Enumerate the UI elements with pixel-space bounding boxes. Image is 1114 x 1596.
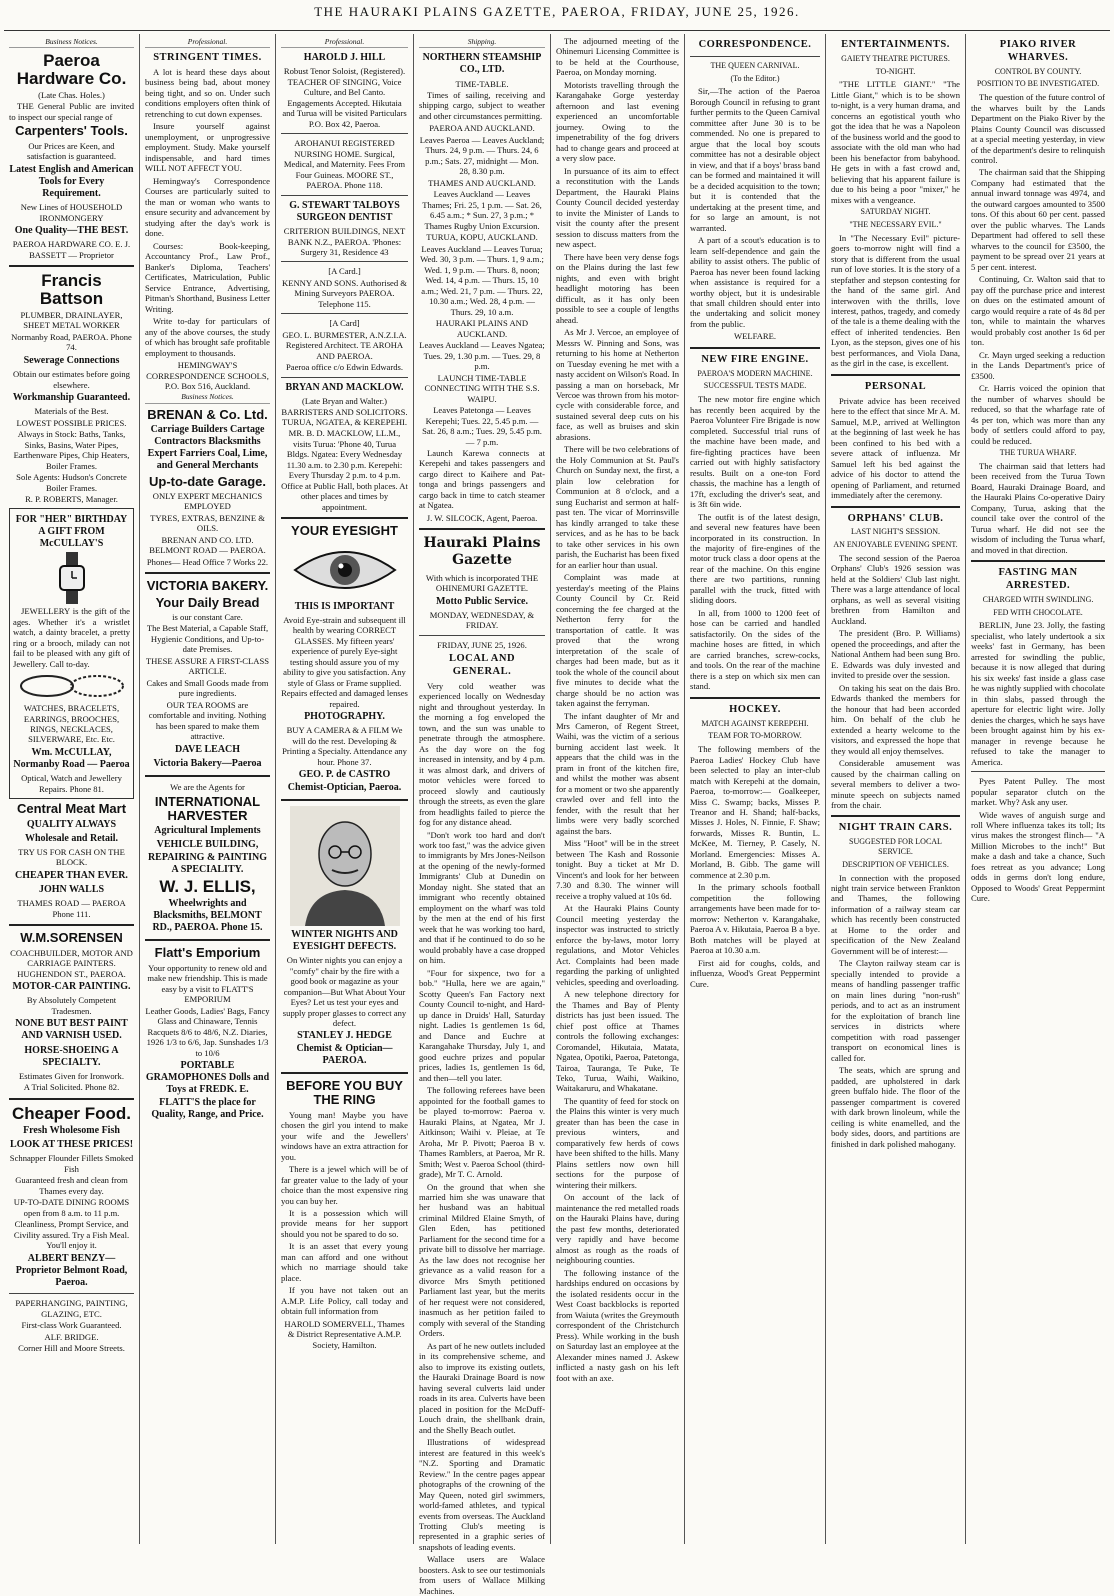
article-subheading: THE TURUA WHARF. [999, 448, 1077, 458]
article-paragraph: The question of the future control of the wharves built by the Lands Department on the Piako River by the Plains County Council was discussed at a special meeting yesterday, in view of the department's desire to relinquish control. [971, 92, 1105, 165]
article-paragraph: Motorists travelling through the Karangahake Gorge yesterday afternoon and last evening experienced an uncomfortable journey. Owing to the impenetrability of the fog drivers had to change gears and proceed at a very slow pace. [556, 79, 679, 164]
article-subheading: "THE NECESSARY EVIL." [849, 219, 942, 229]
columns [4, 34, 1110, 1596]
ad-text: JEWELLERY is the gift of the ages. Whether it's a wristlet watch, a dainty bracelet, a pretty ring or a brooch, milady can not fail to be pleased with any gift of Jewellery. Call to-day. [13, 606, 130, 669]
ad-text: UP-TO-DATE DINING ROOMS open from 8 a.m. to 11 p.m. [13, 1197, 130, 1218]
article-paragraph: On the ground that when she married him she was unaware that her husband was an habitual criminal Mildred Elaine Smyth, of Glen Eden, has petitioned Parliament for the second time for a private bill to dissolve her marriage. As the law does not recognise her grievance as a valid reason for a divorce Mrs Smyth petitioned Parliament last year, but the merits of her request were not considered, inasmuch as her petition failed to comply with several of the Standing Orders. [419, 1181, 545, 1339]
section-label: Professional. [145, 37, 270, 48]
paper-days: MONDAY, WEDNESDAY, & FRIDAY. [429, 609, 535, 631]
article-paragraph: "Four for sixpence, two for a bob." "Hulla, here we are again," Scotty Queen's Fan Factory next County Council to-night, and Hard-up dance in Druids' Hall, Saturday night. Ladies 1s gentlemen 1s 6d, and Dance and Euchre at Karangahake Thursday, July 1, and good euchre prizes and popular prices, ladies 1s, gentlemen 1s 6d, and then—tell you later. [419, 967, 545, 1083]
article-heading: HOCKEY. [729, 703, 781, 715]
shipping-agent: J. W. SILCOCK, Agent, Paeroa. [426, 512, 538, 523]
divider [145, 775, 270, 777]
ad-title: W.M.SORENSEN [20, 930, 123, 946]
ad-text: Cakes and Small Goods made from pure ingredients. [146, 677, 269, 699]
ad-title: BRYAN AND MACKLOW. [285, 381, 404, 393]
article-paragraph: On taking his seat on the dais Bro. Edwards thanked the members for the honour that had been accorded him. On behalf of the club he extended a hearty welcome to the visitors, and expressed the hope that they would all enjoy themselves. [831, 682, 960, 756]
ad-signature: HAROLD SOMERVELL, Thames & District Representative A.M.P. Society, Hamilton. [284, 1318, 405, 1350]
article-paragraph: Wide waves of anguish surge and roll Where influenza takes its toll; Its virus makes the strongest flinch— "A Million Microbes to the inch!" But make a dash and take a chance, Such foes retreat as you advance; Long odds in germs don't long endure, Opposed to Woods' Great Peppermint Cure. [971, 809, 1105, 904]
divider [9, 1098, 134, 1100]
ad-title: Cheaper Food. [11, 1103, 131, 1123]
ad-title: BRENAN & Co. Ltd. [147, 406, 268, 422]
ad-title: Carpenters' Tools. [15, 123, 128, 139]
article-paragraph: As Mr J. Vercoe, an employee of Messrs W. Pinning and Sons, was returning to his home at Netherton on Tuesday evening he met with a nasty accident on Wilson's Road. In passing a man on horseback, Mr Vercoe was thrown from his motor-cycle with considerable force, and sustained several deep cuts on his face, as well as bruises and skin abrasions. [556, 327, 679, 442]
article-heading: NEW FIRE ENGINE. [701, 353, 809, 365]
ad-text: Agricultural Implements [154, 825, 261, 837]
ad-text: COACHBUILDER, MOTOR AND CARRIAGE PAINTERS. HUGHENDON ST., PAEROA. [10, 947, 133, 979]
ad-text: Robust Tenor Soloist, (Registered). TEACHER OF SINGING, Voice Culture, and Bel Canto. Engagements Accepted. Hikutaia and Turua will be visited Particulars P.O. Box 42, Paeroa. [282, 66, 407, 129]
article-subheading: TEAM FOR TO-MORROW. [708, 731, 802, 741]
ad-text: Our Prices are Keen, and satisfaction is guaranteed. [26, 140, 116, 162]
ad-signature: STANLEY J. HEDGE Chemist & Optician—PAEROA. [296, 1030, 393, 1066]
route-heading: PAEROA AND AUCKLAND. [429, 123, 535, 134]
ad-text: (Late Bryan and Walter.) BARRISTERS AND SOLICITORS. TURUA, NGATEA, & KEREPEHI. [281, 396, 408, 427]
ad-text: THESE ASSURE A FIRST-CLASS ARTICLE. [145, 655, 270, 677]
ad-text: Sole Agents: Hudson's Concrete Boiler Frames. [16, 472, 127, 493]
ad-text: Fresh Wholesome Fish [23, 1124, 120, 1136]
ad-signature: Wm. McCULLAY, Normanby Road — Paeroa [13, 746, 130, 771]
ad-text: On Winter nights you can enjoy a "comfy" chair by the fire with a good book or magazine as your companion—But What About Your Eyes? Let us test your eyes and supply proper glasses to correct any defect. [282, 955, 407, 1028]
article-paragraph: The following members of the Paeroa Ladies' Hockey Club have been selected to play an inter-club match with Kerepehi at the domain, Paeroa, to-morrow:— Goalkeeper, Miss C. Swamp; backs, Misses P. Treanor and H. Shand; half-backs, Misses J. Holes, N. Finnie, F. Shaw; forwards, Misses R. Buntin, L. McKee, M. Tierney, P. Casely, N. Morland. Emergencies: Misses A. Morland, B. Gibb. The game will commence at 2.30 p.m. [690, 744, 820, 880]
article-paragraph: In pursuance of its aim to effect a reconstitution with the Lands Department, the Hauraki Plains County Council decided yesterday to invite the Minister of Lands to visit the county after the present session to discuss matters from the new aspect. [556, 165, 679, 250]
route-heading: HAURAKI PLAINS AND AUCKLAND. [435, 318, 529, 339]
article-subheading: GAIETY THEATRE PICTURES. [841, 53, 950, 63]
route-heading: LAUNCH TIME-TABLE CONNECTING WITH THE S.S. WAIPU. [424, 372, 540, 404]
ad-title: Your Daily Bread [155, 594, 260, 610]
ad-text: Workmanship Guaranteed. [12, 392, 131, 404]
ad-text: THAMES ROAD — PAEROA Phone 111. [17, 898, 126, 919]
ad-text: HORSE-SHOEING A SPECIALTY. [24, 1044, 119, 1068]
divider [831, 506, 960, 508]
ad-signature: HEMINGWAY'S CORRESPONDENCE SCHOOLS, P.O. Box 516, Auckland. [146, 360, 269, 391]
article-paragraph: The following instance of the hardships endured on occasions by the isolated residents occur in the West Coast backblocks is reported from Waiuta (writes the Greymouth correspondent of the Christchurch Press). While working in the bush on Saturday last an employee at the Alexander mines named J. Askew inflicted a nasty gash on his left foot with an axe. [556, 1267, 679, 1383]
route-heading: THAMES AND AUCKLAND. [428, 177, 536, 188]
shipping-text: Times of sailing, receiving and shipping cargo, subject to weather and other circumstances permitting. [419, 90, 545, 121]
ad-text: Young man! Maybe you have chosen the girl you intend to make your wife and the Jewellers' windows have an extra attraction for you. [281, 1109, 408, 1162]
ad-title: Central Meat Mart [16, 801, 127, 817]
column-8 [966, 34, 1110, 1544]
section-label: Professional. [281, 37, 408, 48]
article-paragraph: The chairman said that letters had been received from the Turua Town Board, Hauraki Drainage Board, and the Hauraki Plains Co-operative Dairy Company, Turua, asking that the council take over the control of the Turua wharf. He did not see the wisdom of including the Turua wharf, and moved in that direction. [971, 460, 1105, 555]
ad-title: HAROLD J. HILL [303, 52, 386, 64]
column-7 [826, 34, 966, 1544]
article-paragraph: BERLIN, June 23. Jolly, the fasting specialist, who lately undertook a six weeks' fast in Germany, has been arrested for swindling the public, because it is now alleged that during his six weeks' fast inside a glass case he was nightly supplied with chocolate in thin slabs, passed through the aperture for electric light wire. Jolly denies the charges, which he says have been brought against him by his ex-manager in revenge because he refused to take the manager to America. [971, 620, 1105, 767]
ad-text: Paeroa office c/o Edwin Edwards. [285, 362, 403, 373]
ad-text: We are the Agents for [170, 782, 245, 793]
ad-text: TRY US FOR CASH ON THE BLOCK. [18, 846, 125, 868]
article-paragraph: The following referees have been appointed for the football games to be played to-morrow: Paeroa v. Hauraki Plains, at Ngatea, Mr J. Aitkinson; Waihi v. Pleiae, at Te Aroha, Mr P. Pivott; Paeroa B v. Thames Ramblers, at Paeroa, Mr R. Smith; West v. Paeroa School (third-grade), Mr T. C. Arnold. [419, 1085, 545, 1180]
article-paragraph: At the Hauraki Plains County Council meeting yesterday the inspector was instructed to strictly enforce the by-laws, motor lorry regulations, and Motor Vehicles Act. Complaints had been made regarding the parking of unlighted vehicles, speeding and overloading. [556, 903, 679, 987]
ad-title: VICTORIA BAKERY. [146, 578, 269, 594]
article-paragraph: "Don't work too hard and don't work too fast," was the advice given to immigrants by Mrs Jones-Neilson at the opening of the newly-formed Immigrants' Club at Dunedin on Monday night. She stated that an immigrant who recently obtained employment on the wharf was told by the men at the end of his first week that he was working too hard, and that if he continued to do so he would probably have a case dropped on him. [419, 829, 545, 966]
article-paragraph: Sir,—The action of the Paeroa Borough Council in refusing to grant further permits to the Queen Carnival committee after June 30 is to be commended. No one is prepared to argue that the local boy scouts committee has not a desirable object in view, and that if a boys' brass band can be formed and maintained it will be a decided acquisition to the town; but it is contended that the undertaking at the present time, and for so large an amount, is not warranted. [690, 86, 820, 233]
ad-title: WINTER NIGHTS AND EYESIGHT DEFECTS. [291, 928, 398, 952]
ad-text: Latest English and American Tools for Every Requirement. [9, 163, 134, 199]
ad-text: [A Card] [329, 318, 360, 329]
article-heading: FASTING MAN ARRESTED. [998, 567, 1078, 591]
divider [281, 1072, 408, 1074]
ad-signature: DAVE LEACH [174, 743, 241, 755]
ad-text: Cleanliness, Prompt Service, and Civility assured. Try a Fish Meal. You'll enjoy it. [13, 1219, 130, 1251]
article-paragraph: Wallace users are Walace boosters. Ask to see our testimonials from users of Wallace Milking Machines. [419, 1554, 545, 1596]
ad-text: LOOK AT THESE PRICES! [9, 1138, 134, 1150]
article-subheading: LAST NIGHT'S SESSION. [850, 527, 941, 537]
divider [281, 261, 408, 262]
article-subheading: DESCRIPTION OF VEHICLES. [842, 859, 949, 869]
ad-text: Carriage Builders Cartage Contractors Blacksmiths Expert Farriers Coal, Lime, and General Merchants [147, 423, 268, 472]
divider [281, 195, 408, 196]
divider [9, 265, 134, 267]
ad-text: is our constant Care. [172, 611, 243, 622]
ad-text: Normanby Road, PAEROA. Phone 74. [11, 331, 132, 353]
divider [419, 635, 545, 636]
ad-text: WATCHES, BRACELETS, EARRINGS, BROOCHES, RINGS, NECKLACES, SILVERWARE, Etc. Etc. [23, 703, 120, 745]
ad-text: It is a possession which will provide means for her support should you not be spared to do so. [281, 1207, 408, 1239]
article-paragraph: Insure yourself against unemployment, or unprogressive employment. Study. Make yourself indispensable, and hard times WILL NOT AFFECT YOU. [145, 121, 270, 174]
paper-nameplate: Hauraki Plains Gazette [423, 535, 541, 569]
ad-text: First-class Work Guaranteed. [21, 1320, 122, 1331]
article-paragraph: Cr. Harris voiced the opinion that the number of wharves should be reduced, so that the wharfage rate of 4s per ton, which was more than any body of settlers could afford to pay, could be reduced. [971, 383, 1105, 446]
divider [971, 560, 1105, 562]
ad-text: MR. B. D. MACKLOW, LL.M., visits Turua: 'Phone 40, Turua Bldgs. Ngatea: Every Wednesday 11.30 a.m. to 2.30 p.m. Kerepehi: Every Thursday 2 p.m. to 4 p.m. Office at Public Hall, both places. At other places and times by appointment. [281, 428, 408, 512]
article-paragraph: In all, from 1000 to 1200 feet of hose can be carried and handled satisfactorily. On the sides of the machine hoses are fitted, in which are carried branches, screw-cocks, and tools. On the rear of the machine there is a step on which six men can stand. [690, 607, 820, 692]
article-subheading: THE QUEEN CARNIVAL. [710, 60, 800, 70]
divider [419, 528, 545, 530]
article-paragraph: Cr. Mayn urged seeking a reduction in the Lands Department's price of £3500. [971, 349, 1105, 381]
paper-incorporated: With which is incorporated THE OHINEMURI GAZETTE. [425, 572, 539, 594]
ad-text: PAPERHANGING, PAINTING, GLAZING, ETC. [15, 1298, 128, 1319]
route-times: Leaves Auckland — Leaves Ngatea; Tues. 29, 1.30 p.m. — Tues. 29, 8 p.m. [419, 340, 545, 372]
ad-title: Flatt's Emporium [154, 945, 261, 961]
article-paragraph: A lot is heard these days about business being bad, about money being tight, and so on. Under such conditions employers often think of retrenching to cut down expenses. [145, 66, 270, 119]
article-paragraph: The outfit is of the latest design, and several new features have been incorporated in its construction. In the majority of fire-engines of the motor truck class a door opens at the rear of the machine. On this engine there are two partitions, running parallel with the truck, fitted with sliding doors. [690, 511, 820, 606]
article-subheading: SUGGESTED FOR LOCAL SERVICE. [849, 837, 942, 857]
divider [281, 313, 408, 314]
article-heading: NIGHT TRAIN CARS. [838, 822, 953, 834]
article-paragraph: The quantity of feed for stock on the Plains this winter is very much greater than has been the case in previous winters, and comparatively few herds of cows have been shifted to the hills. Many Plains settlers now own hill sections for the purpose of wintering their milkers. [556, 1095, 679, 1190]
article-subheading: POSITION TO BE INVESTIGATED. [976, 79, 1100, 89]
ad-title: PHOTOGRAPHY. [304, 711, 385, 723]
article-subheading: AN ENJOYABLE EVENING SPENT. [833, 540, 958, 550]
article-paragraph: On account of the lack of maintenance the red metalled roads on the Hauraki Plains have, during the past few months, deteriorated very rapidly and have become almost as rough as the roads of neighbouring counties. [556, 1192, 679, 1266]
article-paragraph: The infant daughter of Mr and Mrs Cameron, of Regent Street, Waihi, was the victim of a serious burning accident last week. It appears that the child was in the pram in front of the kitchen fire, and whilst the mother was absent for a moment or two she apparently crawled over and fell into the fender, with the result that her limbs were very badly scorched against the bars. [556, 710, 679, 836]
portrait-illustration [290, 806, 400, 926]
article-heading: ORPHANS' CLUB. [847, 512, 944, 524]
masthead: THE HAURAKI PLAINS GAZETTE, PAEROA, FRIDAY, JUNE 25, 1926. [314, 4, 800, 19]
ad-text: Your opportunity to renew old and make new friendship. This is made easy by a visit to FLATT'S EMPORIUM [147, 962, 268, 1005]
article-paragraph: Continuing, Cr. Walton said that to pay off the purchase price and interest on dues on the estimated amount of cargo would require a rate of 4s 8d per ton, while to maintain the wharves would probably cost another 1s 6d per ton. [971, 274, 1105, 348]
article-paragraph: The seats, which are sprung and padded, are upholstered in dark green buffalo hide. The floor of the passenger compartment is covered with dark brown linoleum, while the ceiling is white enamelled, and the body sides, doors, and partitions are finished in dark polished mahogany. [831, 1065, 960, 1149]
ad-signature: Victoria Bakery—Paeroa [153, 757, 262, 769]
ad-text: [A Card.] [328, 266, 361, 277]
article-heading: PERSONAL [864, 380, 927, 392]
article-heading: LOCAL AND GENERAL. [448, 653, 516, 677]
ad-text: KENNY AND SONS. Authorised & Mining Surveyors PAEROA. Telephone 115. [281, 277, 407, 309]
paper-date: FRIDAY, JUNE 25, 1926. [437, 639, 527, 650]
ad-title: Sewerage Connections [23, 354, 120, 366]
article-paragraph: Complaint was made at yesterday's meeting of the Plains County Council by Cr. Reid concerning the fee charged at the Netherton ferry for the transportation of cattle. It was proved that the wrong interpretation of the scale of charges had been made, but as it took the whole of the council about five minutes to decide what the charge should be no action was taken against the ferryman. [556, 572, 679, 709]
ad-text: THE General Public are invited to inspect our special range of [9, 101, 134, 122]
ad-text: Corner Hill and Moore Streets. [18, 1343, 125, 1353]
ad-signature: BRENAN AND CO. LTD. BELMONT ROAD — PAEROA. [149, 534, 266, 556]
ad-text: Schnapper Flounder Fillets Smoked Fish [9, 1153, 134, 1174]
ad-text: PORTABLE GRAMOPHONES Dolls and Toys at FREDK. E. FLATT'S the place for Quality, Range, and Price. [145, 1060, 270, 1120]
article-paragraph: The second session of the Paeroa Orphans' Club's 1926 session was held at the Soldiers' Club last night. There was a large attendance of local orphans, as well as several visiting brethren from Hamilton and Auckland. [831, 552, 960, 626]
ad-text: TYRES, EXTRAS, BENZINE & OILS. [150, 512, 265, 534]
masthead-rule [4, 30, 1110, 31]
ad-text: CHEAPER THAN EVER. [15, 869, 128, 881]
ad-title: YOUR EYESIGHT [291, 523, 398, 539]
divider [281, 799, 408, 801]
article-subheading: CONTROL BY COUNTY. [994, 66, 1082, 76]
divider [971, 771, 1105, 772]
ad-text: CRITERION BUILDINGS, NEXT BANK N.Z., PAEROA. 'Phones: Surgery 31, Residence 43 [283, 226, 406, 257]
divider [281, 517, 408, 519]
wristwatch-illustration [52, 552, 92, 604]
article-heading: ENTERTAINMENTS. [841, 39, 950, 50]
article-paragraph: First aid for coughs, colds, and influenza, Wood's Great Peppermint Cure. [690, 957, 820, 989]
divider [831, 815, 960, 817]
ad-text: By Absolutely Competent Tradesmen. [26, 995, 117, 1016]
article-subheading: SATURDAY NIGHT. [860, 207, 931, 217]
article-subheading: CHARGED WITH SWINDLING. [982, 594, 1094, 604]
ad-signature: GEO. P. de CASTRO Chemist-Optician, Paeroa. [287, 769, 402, 793]
route-times: Leaves Paeroa — Leaves Auckland; Thurs. 24, 9 p.m. — Thurs. 24, 6 p.m.; Sats. 27, midnight — Mon. 28, 8.30 p.m. [419, 134, 545, 177]
jewellery-ad [9, 508, 134, 800]
ad-text: OUR TEA ROOMS are comfortable and inviting. Nothing has been spared to make them attractive. [148, 699, 267, 742]
article-paragraph: Very cold weather was experienced locally on Wednesday night and throughout yesterday. In the morning a fog enveloped the town, and the sun was unable to penetrate through the atmosphere. As the day wore on the fog increased in intensity, and by 4 p.m. it was almost dark, and drivers of motor vehicles were forced to proceed slowly and cautiously through the streets, as even the glare from headlights failed to pierce the fog for any distance ahead. [419, 680, 545, 828]
ad-text: Wholesale and Retail. [24, 832, 119, 844]
ad-subtitle: (Late Chas. Holes.) [38, 89, 105, 100]
ad-text: VEHICLE BUILDING, REPAIRING & PAINTING A SPECIALITY. [147, 839, 268, 875]
route-times: Leaves Auckland — Leaves Thames; Fri. 25, 1 p.m. — Sat. 26, 6.45 a.m.; * Sun. 27, 3 p.m.; * Thames Rugby Union Excursion. [422, 189, 542, 231]
route-times: Leaves Patetonga — Leaves Kerepehi; Tues. 22, 5.45 p.m. — Sat. 26, 8 a.m.; Tues. 29, 5.45 p.m. — 7 p.m. [422, 405, 542, 447]
jewellery-illustration [17, 671, 127, 701]
paper-motto: Motto Public Service. [436, 595, 528, 607]
article-paragraph: Courses: Book-keeping, Accountancy Prof., Law Prof., Banker's Diploma, Teachers' Certificates, Matriculation, Public Service Entrance, Advertising, Pitman's Shorthand, Business Letter Writing. [145, 240, 270, 314]
article-paragraph: The adjourned meeting of the Ohinemuri Licensing Committee is to be held at the Courthouse, Paeroa, on Monday morning. [556, 36, 679, 78]
article-subheading: MATCH AGAINST KEREPEHI. [701, 718, 809, 728]
section-label: Business Notices. [145, 392, 270, 403]
ad-text: Materials of the Best. [34, 406, 109, 417]
ad-title: Paeroa Hardware Co. [16, 51, 127, 88]
article-heading: STRINGENT TIMES. [153, 52, 262, 64]
divider [690, 697, 820, 699]
column-4 [414, 34, 551, 1596]
article-paragraph: Hemingway's Correspondence Courses are particularly suited to the man or woman who wants to ensure security and advancement by studying after the day's work is done. [145, 175, 270, 239]
ad-text: NONE BUT BEST PAINT AND VARNISH USED. [15, 1018, 128, 1042]
article-subheading: PAEROA'S MODERN MACHINE. [697, 368, 813, 378]
article-paragraph: Write to-day for particulars of any of the above courses, the study of which has brought safe profitable employment to thousands. [145, 316, 270, 358]
article-signature: WELFARE. [733, 331, 777, 342]
divider [281, 133, 408, 134]
article-heading: PIAKO RIVER WHARVES. [999, 39, 1077, 63]
divider [281, 377, 408, 378]
ad-text: GEO. L. BURMESTER, A.N.Z.I.A. Registered Architect. TE AROHA AND PAEROA. [282, 329, 407, 361]
ad-text: PLUMBER, DRAINLAYER, SHEET METAL WORKER [20, 309, 123, 331]
article-paragraph: The president (Bro. P. Williams) opened the proceedings, and after the National Anthem had been sung Bro. E. Edwards was duly invested and invited to preside over the session. [831, 628, 960, 681]
ad-text: Avoid Eye-strain and subsequent ill health by wearing CORRECT GLASSES. My fifteen years' experience of purely Eye-sight testing should assure you of my ability to give you satisfaction. Any style of Glass or Frame supplied. Repairs effected and damaged lenses repaired. [281, 614, 408, 709]
article-paragraph: "THE LITTLE GIANT." "The Little Giant," which is to be shown to-night, is a very human drama, and concerns an egotistical youth who got the idea that he was a Napoleon of the business world and the good to associate with the old man who had been his benefactor from babyhood. He gets in with a fast crowd and, believing that his apparent failure is due to his being a poor "mixer," he mixes with a vengeance. [831, 79, 960, 205]
article-subheading: SUCCESSFUL TESTS MADE. [703, 381, 807, 391]
ad-text: Optical, Watch and Jewellery Repairs. Phone 81. [21, 773, 122, 794]
ad-text: A Trial Solicited. Phone 82. [23, 1082, 120, 1093]
article-subheading: TO-NIGHT. [875, 66, 916, 76]
shipping-timetable-heading: TIME-TABLE. [455, 78, 509, 89]
ad-text: The Best Material, a Capable Staff, Hygienic Conditions, and Up-to-date Premises. [146, 623, 269, 655]
article-paragraph: Miss "Hoot" will be in the street between The Kash and Rossonie tonight. Buy a ticket at Mr D. Vincent's and look for her between 7.30 and 8.30. The winner will receive a trophy valued at 10s 6d. [556, 838, 679, 901]
ad-title: THIS IS IMPORTANT [294, 600, 395, 612]
ad-text: There is a jewel which will be of far greater value to the lady of your choice than the most expensive ring you can buy her. [281, 1164, 408, 1206]
shipping-text: Launch Karewa connects at Kerepehi and takes passengers and cargo direct to Kaihere and Pat-tonga and brings passengers and cargo back in time to catch steamer at Ngatea. [419, 447, 545, 511]
article-paragraph: There will be two celebrations of the Holy Communion at St. Paul's Church on Sunday next, the first, a plain low celebration for Communion at 8 o'clock, and a sung Eucharist and sermon at half-past ten. The vicar of Morrinsville has kindly arranged to take these services, and as he has to be back to take other services in his own parish, the Eucharist has been fixed for an earlier hour than usual. [556, 444, 679, 570]
article-subheading: (To the Editor.) [730, 73, 780, 83]
ad-title: Francis Battson [39, 271, 104, 309]
divider [690, 347, 820, 349]
article-paragraph: The Clayton railway steam car is specially intended to provide a means of handling passenger traffic on main lines during "non-rush" periods, and to act as an instrument for the exploitation of branch line services in districts where competition with road passenger transport on economical lines is called for. [831, 958, 960, 1063]
ad-text: MOTOR-CAR PAINTING. [12, 981, 131, 993]
article-subheading: FED WITH CHOCOLATE. [993, 607, 1083, 617]
article-paragraph: A new telephone directory for the Thames and Bay of Plenty districts has just been issued. The chief post office at Thames controls the following exchanges: Coromandel, Hikutaia, Matata, Ngatea, Opotiki, Paeroa, Patetonga, Tairoa, Tauranga, Te Puke, Te Teko, Turua, Waihi, Waikino, Waitakaruru, and Whakatane. [556, 989, 679, 1094]
column-3 [276, 34, 414, 1544]
ad-text: Estimates Given for Ironwork. [18, 1070, 124, 1081]
article-paragraph: The chairman said that the Shipping Company had estimated that the annual inward tonnage was 4974, and the outward cargoes amounted to 3500 tons. Of this about 60 per cent. passed over the public wharves. The Lands Department had offered to sell these wharves to the council for £3500, the payment to be spread over 21 years at 5 per cent. interest. [971, 167, 1105, 272]
divider [690, 56, 820, 57]
ad-signature: ALBERT BENZY—Proprietor Belmont Road, Paeroa. [15, 1252, 128, 1288]
ad-text: ONLY EXPERT MECHANICS EMPLOYED [152, 490, 263, 512]
ad-signature: JOHN WALLS [38, 884, 105, 896]
ad-title: G. STEWART TALBOYS SURGEON DENTIST [289, 199, 400, 223]
divider [145, 939, 270, 941]
article-paragraph: As part of he new outlets included in its comprehensive scheme, and also to improve its existing outlets, the Hauraki Drainage Board is now having several culverts laid under roads in its area. Culverts have been placed in position for the McDuff-Louch drain, the shellbank drain, and the Shelly Beach outlet. [419, 1340, 545, 1435]
ad-text: Always in Stock: Baths, Tanks, Sinks, Basins, Water Pipes, Earthenware Pipes, Chip Heaters, Boiler Frames. [13, 429, 130, 471]
article-paragraph: There have been very dense fogs on the Plains during the last few nights, and even with bright headlight motoring has been difficult, as it has only been possible to see a couple of lengths ahead. [556, 251, 679, 325]
article-paragraph: Pyes Patent Pulley. The most popular separator clutch on the market. Why? Ask any user. [971, 776, 1105, 808]
column-1 [4, 34, 140, 1544]
article-paragraph: Considerable amusement was caused by the chairman calling on several members to deliver a two-minute speech on subjects named from the chair. [831, 758, 960, 810]
eye-illustration [290, 542, 400, 598]
divider [9, 1293, 134, 1294]
article-paragraph: In "The Necessary Evil" picture-goers to-morrow night will find a story that is different from the usual run of love stories. It is the story of a stepfather and stepson contesting for the hand of the same girl. And interwoven with the thrills, love interest, pathos, tragedy, and comedy of the tale is a theme dealing with the effect of inherited tendencies. Ben Lyon, as the stepson, gives one of his best performances, and Viola Dana, as the girl in the case, is excellent. [831, 232, 960, 369]
ad-title: INTERNATIONAL HARVESTER [154, 793, 261, 823]
route-times: Leaves Auckland — Leaves Turua; Wed. 30, 3 p.m. — Thurs. 1, 9 a.m.; Wed. 1, 9 p.m. — Thurs. 8, noon; Wed. 14, 4 p.m. — Thurs. 15, 10 a.m.; Wed. 21, 7 p.m. — Thurs. 22, 10.30 a.m.; Wed. 28, 4 p.m. — Thurs. 29, 10 a.m. [420, 243, 544, 317]
ad-signature: R. P. ROBERTS, Manager. [25, 494, 118, 505]
ad-text: AROHANUI REGISTERED NURSING HOME. Surgical, Medical, and Maternity. Fees From Four Guineas. MOORE ST., PAEROA. Phone 118. [283, 138, 406, 191]
ad-text: If you have not taken out an A.M.P. Life Policy, call today and obtain full information from [281, 1285, 408, 1317]
ad-text: New Lines of HOUSEHOLD IRONMONGERY [20, 202, 123, 223]
ad-text: LOWEST POSSIBLE PRICES. [16, 417, 127, 428]
article-heading: CORRESPONDENCE. [698, 39, 812, 50]
ad-signature: PAEROA HARDWARE CO. E. J. BASSETT — Proprietor [12, 239, 131, 260]
article-paragraph: A part of a scout's education is to learn self-dependence and gain the ability to assist others. The public of Paeroa has never been found lacking when assistance is required for a worthy object, but it is undesirable that small children should enter into the undertaking and solicit money from the public. [690, 235, 820, 329]
route-heading: TURUA, KOPU, AUCKLAND. [426, 232, 538, 243]
ad-text: Phones— Head Office 7 Works 22. [146, 556, 269, 567]
shipping-company: NORTHERN STEAMSHIP CO., LTD. [422, 52, 542, 76]
ad-title: FOR "HER" BIRTHDAY A GIFT FROM McCULLAY'S [15, 513, 128, 549]
column-5 [551, 34, 685, 1544]
ad-text: Wheelwrights and Blacksmiths, BELMONT RD., PAEROA. Phone 15. [152, 897, 263, 934]
column-2 [140, 34, 276, 1544]
ad-text: Guaranteed fresh and clean from Thames every day. [15, 1175, 128, 1196]
section-label: Business Notices. [9, 37, 134, 48]
ad-title: BEFORE YOU BUY THE RING [286, 1078, 403, 1108]
ad-text: Leather Goods, Ladies' Bags, Fancy Glass and Chinaware, Tennis Racquets 8/6 to 48/6, N.Z. Diaries, 1926 1/3 to 6/6, Jap. Sunshades 1/3 to 10/6 [145, 1005, 270, 1058]
ad-text: QUALITY ALWAYS [26, 818, 117, 830]
divider [145, 572, 270, 574]
article-paragraph: In connection with the proposed night train service between Frankton and Thames, the following information of a railway steam car which has recently been constructed at Home to the order and specification of the New Zealand Government will be of interest:— [831, 872, 960, 956]
ad-title: W. J. ELLIS, [159, 876, 256, 896]
divider [9, 924, 134, 926]
article-paragraph: Illustrations of widespread interest are featured in this week's "N.Z. Sporting and Dramatic Review." In the centre pages appear photographs of the crowning of the May Queen, noted girl swimmers, world-famed athletes, and typical events from overseas. The Auckland Trotting Club's meeting is represented in a graphic series of snapshots of leading events. [419, 1437, 545, 1552]
divider [831, 374, 960, 376]
ad-text: One Quality—THE BEST. [14, 225, 129, 237]
article-paragraph: Private advice has been received here to the effect that since Mr A. M. Samuel, M.P., arrived at Wellington at the beginning of last week he has been confined to his bed with a severe attack of influenza. Mr Samuel left his bed against the advice of his doctor to attend the opening of Parliament, and returned immediately after the ceremony. [831, 395, 960, 501]
article-paragraph: In the primary schools football competition the following arrangements have been made for to-morrow: Netherton v. Karangahake, Paeroa A v. Hikutaia, Paeroa B a bye. Both matches will be played at Paeroa at 10.30 a.m. [690, 882, 820, 956]
column-6 [685, 34, 826, 1544]
ad-text: It is an asset that every young man can afford and one without which no marriage should take place. [281, 1241, 408, 1283]
article-paragraph: The new motor fire engine which has recently been acquired by the Paeroa Volunteer Fire Brigade is now completed. Successful trial runs of the machine have been made, and fire-fighting practices have been carried out with highly satisfactory results. Built on a one-ton Ford chassis, the machine has a length of 17ft, excluding the driver's seat, and is 3ft 6in wide. [690, 394, 820, 510]
ad-signature: ALF. BRIDGE. [44, 1331, 99, 1342]
ad-title: Up-to-date Garage. [148, 473, 266, 489]
ad-text: BUY A CAMERA & A FILM We will do the rest. Developing & Printing a Specialty. Attendance any hour. Phone 37. [282, 725, 407, 767]
section-label: Shipping. [419, 37, 545, 48]
ad-text: Obtain our estimates before going elsewhere. [13, 369, 130, 390]
